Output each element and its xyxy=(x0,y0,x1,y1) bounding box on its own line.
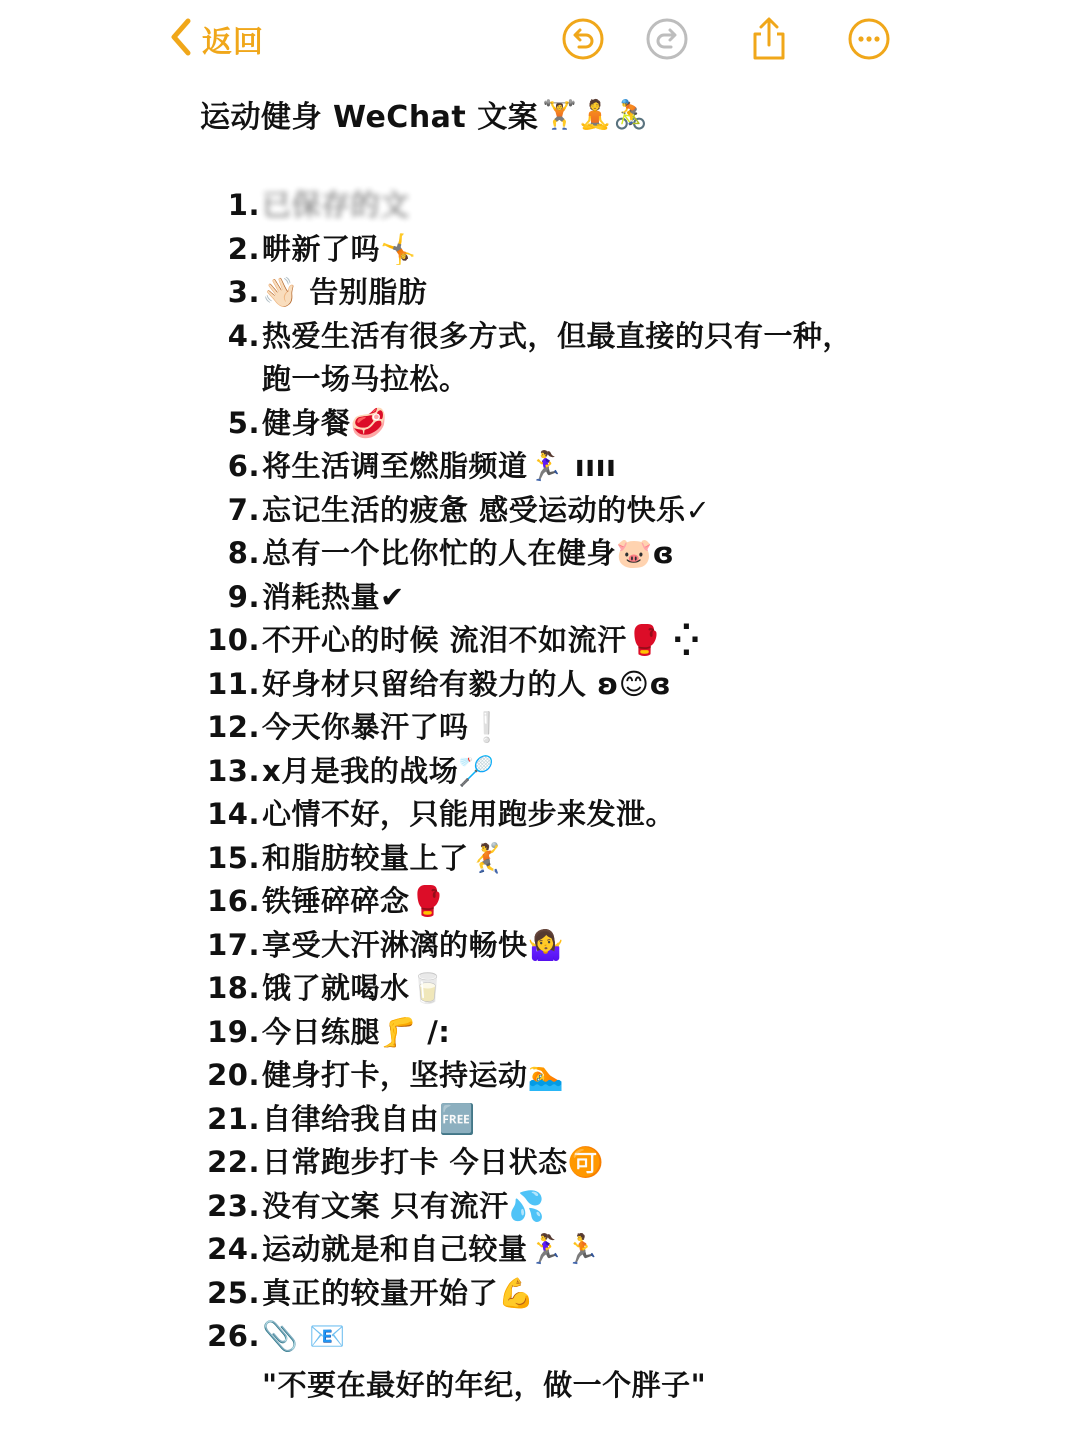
item-number: 22. xyxy=(207,1145,260,1179)
item-number: 9. xyxy=(227,579,260,614)
item-text: 运动就是和自己较量🏃‍♀️🏃 xyxy=(262,1232,601,1266)
chevron-left-icon xyxy=(168,17,194,61)
item-number: 4. xyxy=(227,318,260,353)
item-text: 享受大汗淋漓的畅快🤷‍♀️ xyxy=(262,927,565,962)
list-item[interactable] xyxy=(200,271,860,315)
list-item[interactable] xyxy=(200,576,860,620)
item-text: 将生活调至燃脂频道🏃‍♀️ ıııı xyxy=(262,449,617,483)
item-text: 今日练腿🦵 /: xyxy=(262,1014,451,1049)
list-item[interactable] xyxy=(200,1011,860,1055)
list-item[interactable] xyxy=(200,1141,860,1185)
item-number: 13. xyxy=(207,753,260,788)
item-number: 2. xyxy=(227,231,260,266)
back-label: 返回 xyxy=(202,25,264,60)
title-emoji: 🏋️🧘🚴 xyxy=(542,97,649,131)
item-text: 已保存的文 xyxy=(262,188,410,222)
list-item[interactable] xyxy=(200,793,860,837)
item-text: 健身餐🥩 xyxy=(262,405,388,440)
item-number: 23. xyxy=(207,1188,260,1223)
list-item[interactable] xyxy=(200,402,860,446)
item-text: 和脂肪较量上了🤾 xyxy=(262,840,506,875)
redo-icon[interactable] xyxy=(644,16,690,62)
list-item[interactable] xyxy=(200,1098,860,1142)
list-item[interactable] xyxy=(200,1272,860,1316)
list-item[interactable] xyxy=(200,619,860,663)
list-item[interactable] xyxy=(200,706,860,750)
share-icon[interactable] xyxy=(746,16,792,62)
item-number: 26. xyxy=(207,1319,260,1353)
item-text: 热爱生活有很多方式，但最直接的只有一种，跑一场马拉松。 xyxy=(262,318,853,396)
back-button[interactable] xyxy=(168,14,264,64)
item-number: 19. xyxy=(207,1014,260,1049)
note-title xyxy=(200,92,648,136)
item-number: 1. xyxy=(227,188,260,222)
note-list[interactable] xyxy=(200,184,860,1359)
list-item[interactable] xyxy=(200,837,860,881)
item-text: 忘记生活的疲惫 感受运动的快乐✓ xyxy=(262,492,711,527)
item-text: 日常跑步打卡 今日状态🉑 xyxy=(262,1145,605,1179)
closing-quote: "不要在最好的年纪，做一个胖子" xyxy=(262,1368,707,1402)
item-number: 20. xyxy=(207,1058,260,1092)
list-item[interactable] xyxy=(200,1228,860,1272)
item-number: 14. xyxy=(207,797,260,831)
item-text: 畊新了吗🤸 xyxy=(262,231,417,266)
undo-icon[interactable] xyxy=(560,16,606,62)
item-text: 没有文案 只有流汗💦 xyxy=(262,1188,546,1223)
list-item[interactable] xyxy=(200,445,860,489)
item-number: 6. xyxy=(227,449,260,483)
list-item[interactable] xyxy=(200,924,860,968)
item-number: 10. xyxy=(207,623,260,657)
item-number: 7. xyxy=(227,492,260,527)
item-number: 25. xyxy=(207,1275,260,1310)
list-item[interactable] xyxy=(200,489,860,533)
item-number: 18. xyxy=(207,971,260,1005)
item-text: 总有一个比你忙的人在健身🐷ɞ xyxy=(262,536,675,570)
list-item[interactable] xyxy=(200,663,860,707)
item-text: 健身打卡，坚持运动🏊 xyxy=(262,1058,565,1092)
item-number: 16. xyxy=(207,884,260,918)
list-item[interactable] xyxy=(200,1054,860,1098)
item-number: 12. xyxy=(207,710,260,744)
item-text: 饿了就喝水🥛 xyxy=(262,971,447,1005)
list-item[interactable] xyxy=(200,750,860,794)
item-number: 8. xyxy=(227,536,260,570)
item-text: 好身材只留给有毅力的人 ʚ😊ɞ xyxy=(262,666,672,701)
item-number: 5. xyxy=(227,405,260,440)
item-text: 自律给我自由🆓 xyxy=(262,1101,476,1136)
item-text: 不开心的时候 流泪不如流汗🥊 ⁛ xyxy=(262,623,700,657)
item-text: x月是我的战场🏸 xyxy=(262,753,495,788)
list-item[interactable] xyxy=(200,315,860,402)
item-text: 👋🏻 告别脂肪 xyxy=(262,275,428,309)
list-item[interactable] xyxy=(200,1185,860,1229)
list-item[interactable] xyxy=(200,880,860,924)
item-number: 15. xyxy=(207,840,260,875)
list-item[interactable] xyxy=(200,967,860,1011)
item-text: 心情不好，只能用跑步来发泄。 xyxy=(262,797,676,831)
item-text: 📎 📧 xyxy=(262,1319,346,1353)
list-item[interactable] xyxy=(200,228,860,272)
item-text: 真正的较量开始了💪 xyxy=(262,1275,535,1310)
item-number: 11. xyxy=(207,666,260,701)
item-text: 消耗热量✔ xyxy=(262,579,405,614)
item-number: 3. xyxy=(227,275,260,309)
note-toolbar xyxy=(0,0,1080,84)
item-number: 17. xyxy=(207,927,260,962)
note-title-text: 运动健身 WeChat 文案 xyxy=(200,100,539,135)
item-number: 24. xyxy=(207,1232,260,1266)
list-item[interactable] xyxy=(200,1315,860,1359)
list-item[interactable] xyxy=(200,184,860,228)
more-icon[interactable] xyxy=(846,16,892,62)
item-text: 铁锤碎碎念🥊 xyxy=(262,884,447,918)
item-text: 今天你暴汗了吗❕ xyxy=(262,710,506,744)
item-number: 21. xyxy=(207,1101,260,1136)
list-item[interactable] xyxy=(200,532,860,576)
